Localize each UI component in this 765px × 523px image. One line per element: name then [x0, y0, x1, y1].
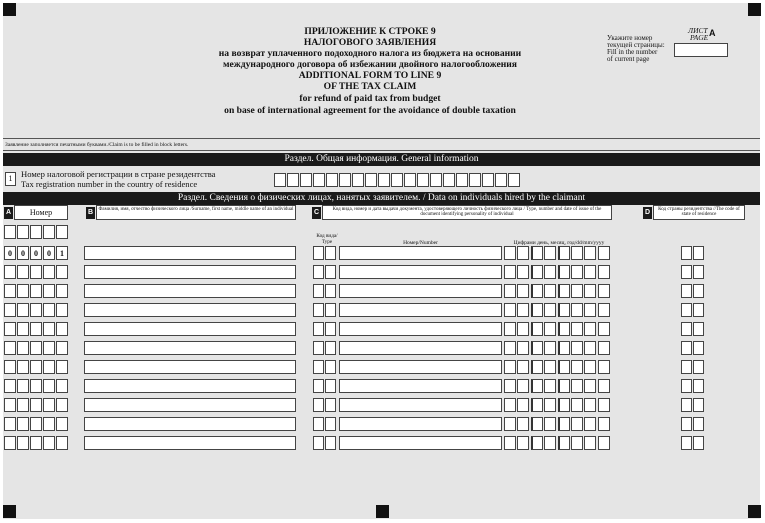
- doc-type-cell[interactable]: [313, 360, 324, 374]
- doc-date-cell[interactable]: [504, 436, 516, 450]
- page-prompt-line: текущей страницы:: [607, 41, 665, 49]
- name-input[interactable]: [84, 322, 296, 336]
- doc-date-cell[interactable]: [544, 379, 556, 393]
- tax-reg-digit-cell[interactable]: [352, 173, 364, 187]
- name-input[interactable]: [84, 436, 296, 450]
- number-digit-cell-filled[interactable]: 0: [17, 246, 29, 260]
- number-digit-cell[interactable]: [17, 265, 29, 279]
- tax-reg-digit-cell[interactable]: [378, 173, 390, 187]
- doc-date-cell[interactable]: [517, 284, 529, 298]
- doc-type-cell[interactable]: [313, 246, 324, 260]
- doc-date-cell[interactable]: [531, 436, 543, 450]
- country-code-cell[interactable]: [681, 417, 692, 431]
- doc-number-input[interactable]: [339, 341, 502, 355]
- number-digit-cell[interactable]: [4, 436, 16, 450]
- doc-date-cell[interactable]: [598, 303, 610, 317]
- doc-date-cell[interactable]: [558, 436, 570, 450]
- sheet-letter: A: [709, 28, 716, 38]
- number-digit-cell[interactable]: [30, 303, 42, 317]
- column-d-header: Код страны резидентства //The code of state of residence: [653, 205, 745, 220]
- sub-header-date: Цифрами день, месяц, год/dd/mm/yyyy: [513, 240, 605, 246]
- doc-date-cell[interactable]: [544, 284, 556, 298]
- page-prompt-line: Укажите номер: [607, 34, 653, 42]
- doc-type-cell[interactable]: [313, 379, 324, 393]
- doc-date-cell[interactable]: [517, 398, 529, 412]
- doc-date-cell[interactable]: [504, 246, 516, 260]
- doc-date-cell[interactable]: [531, 322, 543, 336]
- column-a-letter: A: [4, 207, 13, 219]
- doc-date-cell[interactable]: [584, 284, 596, 298]
- country-code-cell[interactable]: [681, 341, 692, 355]
- column-d-letter: D: [643, 207, 652, 219]
- doc-date-cell[interactable]: [598, 360, 610, 374]
- doc-date-cell[interactable]: [584, 322, 596, 336]
- country-code-cell[interactable]: [693, 360, 704, 374]
- number-digit-cell[interactable]: [56, 341, 68, 355]
- doc-type-cell[interactable]: [313, 341, 324, 355]
- number-digit-cell[interactable]: [4, 303, 16, 317]
- doc-date-cell[interactable]: [544, 322, 556, 336]
- doc-date-cell[interactable]: [598, 265, 610, 279]
- doc-date-cell[interactable]: [531, 246, 543, 260]
- title-line: ПРИЛОЖЕНИЕ К СТРОКЕ 9: [304, 26, 436, 37]
- tax-reg-digit-cell[interactable]: [300, 173, 312, 187]
- name-input[interactable]: [84, 265, 296, 279]
- number-digit-cell[interactable]: [56, 265, 68, 279]
- doc-date-cell[interactable]: [531, 303, 543, 317]
- country-code-cell[interactable]: [681, 246, 692, 260]
- doc-type-cell[interactable]: [325, 398, 336, 412]
- number-digit-cell[interactable]: [30, 379, 42, 393]
- number-digit-cell[interactable]: [56, 360, 68, 374]
- country-code-cell[interactable]: [693, 303, 704, 317]
- tax-reg-digit-cell[interactable]: [365, 173, 377, 187]
- country-code-cell[interactable]: [693, 341, 704, 355]
- name-input[interactable]: [84, 360, 296, 374]
- title-line: OF THE TAX CLAIM: [323, 81, 417, 92]
- doc-date-cell[interactable]: [504, 417, 516, 431]
- title-line: for refund of paid tax from budget: [299, 93, 441, 104]
- doc-date-cell[interactable]: [571, 379, 583, 393]
- doc-type-cell[interactable]: [313, 417, 324, 431]
- number-digit-cell[interactable]: [30, 360, 42, 374]
- number-digit-cell[interactable]: [43, 398, 55, 412]
- tax-reg-digit-cell[interactable]: [313, 173, 325, 187]
- country-code-cell[interactable]: [693, 246, 704, 260]
- doc-type-cell[interactable]: [325, 265, 336, 279]
- number-digit-cell[interactable]: [4, 398, 16, 412]
- country-code-cell[interactable]: [681, 322, 692, 336]
- doc-type-cell[interactable]: [325, 322, 336, 336]
- number-digit-cell-filled[interactable]: 0: [4, 246, 16, 260]
- doc-date-cell[interactable]: [571, 341, 583, 355]
- doc-date-cell[interactable]: [598, 379, 610, 393]
- doc-type-cell[interactable]: [313, 398, 324, 412]
- doc-date-cell[interactable]: [584, 246, 596, 260]
- corner-mark-bottom-right: [748, 505, 761, 518]
- doc-date-cell[interactable]: [571, 417, 583, 431]
- number-digit-cell[interactable]: [17, 341, 29, 355]
- doc-type-cell[interactable]: [325, 303, 336, 317]
- doc-number-input[interactable]: [339, 246, 502, 260]
- tax-reg-digit-cell[interactable]: [430, 173, 442, 187]
- doc-type-cell[interactable]: [313, 322, 324, 336]
- doc-date-cell[interactable]: [598, 246, 610, 260]
- doc-date-cell[interactable]: [584, 303, 596, 317]
- country-code-cell[interactable]: [681, 265, 692, 279]
- number-digit-cell[interactable]: [17, 360, 29, 374]
- corner-mark-top-left: [3, 3, 16, 16]
- doc-date-cell[interactable]: [558, 265, 570, 279]
- number-digit-cell[interactable]: [17, 417, 29, 431]
- doc-date-cell[interactable]: [558, 341, 570, 355]
- doc-number-input[interactable]: [339, 322, 502, 336]
- number-digit-cell[interactable]: [30, 436, 42, 450]
- doc-date-cell[interactable]: [584, 398, 596, 412]
- number-digit-cell[interactable]: [43, 360, 55, 374]
- number-digit-cell[interactable]: [4, 360, 16, 374]
- doc-number-input[interactable]: [339, 284, 502, 298]
- number-digit-cell[interactable]: [43, 417, 55, 431]
- country-code-cell[interactable]: [681, 379, 692, 393]
- number-digit-cell[interactable]: [56, 225, 68, 239]
- doc-date-cell[interactable]: [598, 436, 610, 450]
- name-input[interactable]: [84, 341, 296, 355]
- tax-reg-digit-cell[interactable]: [443, 173, 455, 187]
- doc-type-cell[interactable]: [325, 436, 336, 450]
- doc-date-cell[interactable]: [517, 436, 529, 450]
- tax-reg-digit-cell[interactable]: [404, 173, 416, 187]
- title-line: международного договора об избежании двойного налогообложения: [223, 59, 517, 70]
- page-number-input[interactable]: [674, 43, 728, 57]
- sub-header-number: Номер/Number: [403, 240, 438, 246]
- number-digit-cell[interactable]: [17, 284, 29, 298]
- country-code-cell[interactable]: [681, 398, 692, 412]
- doc-date-cell[interactable]: [558, 303, 570, 317]
- number-digit-cell[interactable]: [4, 379, 16, 393]
- doc-date-cell[interactable]: [517, 265, 529, 279]
- number-digit-cell[interactable]: [17, 303, 29, 317]
- doc-number-input[interactable]: [339, 265, 502, 279]
- doc-date-cell[interactable]: [571, 398, 583, 412]
- doc-date-cell[interactable]: [584, 436, 596, 450]
- doc-date-cell[interactable]: [504, 360, 516, 374]
- tax-reg-digit-cell[interactable]: [274, 173, 286, 187]
- number-digit-cell[interactable]: [56, 417, 68, 431]
- number-digit-cell[interactable]: [17, 398, 29, 412]
- doc-number-input[interactable]: [339, 379, 502, 393]
- number-digit-cell[interactable]: [30, 225, 42, 239]
- doc-type-cell[interactable]: [325, 246, 336, 260]
- column-b-letter: B: [86, 207, 95, 219]
- name-input[interactable]: [84, 417, 296, 431]
- divider-line: [3, 150, 760, 151]
- number-digit-cell[interactable]: [30, 398, 42, 412]
- title-line: on base of international agreement for the avoidance of double taxation: [224, 105, 516, 116]
- number-digit-cell[interactable]: [43, 341, 55, 355]
- country-code-cell[interactable]: [693, 379, 704, 393]
- instruction-text: Заявление заполняется печатными буквами./Claim is to be filled in block letters.: [5, 142, 189, 148]
- column-c-header: Код вида, номер и дата выдачи документа, удостоверяющего личность физического лица / Type, number and date of issue of the document identifying personality of individual: [322, 205, 612, 220]
- doc-type-cell[interactable]: [313, 265, 324, 279]
- doc-date-cell[interactable]: [544, 360, 556, 374]
- country-code-cell[interactable]: [681, 436, 692, 450]
- doc-date-cell[interactable]: [558, 246, 570, 260]
- sub-header-type: Код вида/ Type: [316, 233, 338, 245]
- column-c-letter: C: [312, 207, 321, 219]
- doc-date-cell[interactable]: [531, 398, 543, 412]
- doc-date-cell[interactable]: [571, 265, 583, 279]
- doc-type-cell[interactable]: [325, 360, 336, 374]
- number-digit-cell[interactable]: [43, 322, 55, 336]
- doc-number-input[interactable]: [339, 417, 502, 431]
- doc-type-cell[interactable]: [325, 341, 336, 355]
- number-digit-cell[interactable]: [4, 341, 16, 355]
- name-input[interactable]: [84, 379, 296, 393]
- country-code-cell[interactable]: [693, 417, 704, 431]
- number-digit-cell[interactable]: [17, 379, 29, 393]
- doc-date-cell[interactable]: [571, 360, 583, 374]
- doc-date-cell[interactable]: [531, 379, 543, 393]
- tax-reg-digit-cell[interactable]: [482, 173, 494, 187]
- country-code-cell[interactable]: [681, 284, 692, 298]
- doc-date-cell[interactable]: [598, 322, 610, 336]
- doc-date-cell[interactable]: [517, 341, 529, 355]
- persons-section-bar: Раздел. Сведения о физических лицах, нанятых заявителем. / Data on individuals hired by the claimant: [3, 192, 760, 205]
- number-digit-cell-filled[interactable]: 0: [43, 246, 55, 260]
- corner-mark-bottom-left: [3, 505, 16, 518]
- doc-date-cell[interactable]: [571, 436, 583, 450]
- doc-date-cell[interactable]: [531, 341, 543, 355]
- general-section-bar: Раздел. Общая информация. General information: [3, 153, 760, 166]
- doc-type-cell[interactable]: [325, 284, 336, 298]
- number-digit-cell[interactable]: [30, 417, 42, 431]
- sheet-label-en: PAGE: [690, 33, 709, 42]
- doc-type-cell[interactable]: [313, 436, 324, 450]
- number-digit-cell-filled[interactable]: 1: [56, 246, 68, 260]
- name-input[interactable]: [84, 284, 296, 298]
- doc-date-cell[interactable]: [558, 417, 570, 431]
- number-digit-cell[interactable]: [56, 303, 68, 317]
- tax-reg-digit-cell[interactable]: [417, 173, 429, 187]
- doc-date-cell[interactable]: [517, 303, 529, 317]
- number-digit-cell[interactable]: [56, 398, 68, 412]
- doc-date-cell[interactable]: [584, 379, 596, 393]
- tax-reg-digit-cell[interactable]: [456, 173, 468, 187]
- number-digit-cell[interactable]: [17, 322, 29, 336]
- doc-date-cell[interactable]: [504, 341, 516, 355]
- doc-date-cell[interactable]: [598, 341, 610, 355]
- doc-date-cell[interactable]: [584, 265, 596, 279]
- doc-date-cell[interactable]: [558, 398, 570, 412]
- doc-date-cell[interactable]: [504, 379, 516, 393]
- doc-date-cell[interactable]: [584, 360, 596, 374]
- number-digit-cell[interactable]: [56, 436, 68, 450]
- doc-date-cell[interactable]: [558, 379, 570, 393]
- column-a-header: Номер: [14, 205, 68, 220]
- tax-reg-digit-cell[interactable]: [495, 173, 507, 187]
- number-digit-cell[interactable]: [43, 436, 55, 450]
- doc-date-cell[interactable]: [558, 284, 570, 298]
- number-digit-cell[interactable]: [4, 322, 16, 336]
- doc-date-cell[interactable]: [544, 265, 556, 279]
- page-prompt-line: Fill in the number: [607, 48, 658, 56]
- doc-number-input[interactable]: [339, 360, 502, 374]
- name-input[interactable]: [84, 398, 296, 412]
- number-digit-cell[interactable]: [56, 284, 68, 298]
- title-line: НАЛОГОВОГО ЗАЯВЛЕНИЯ: [303, 37, 437, 48]
- doc-date-cell[interactable]: [598, 284, 610, 298]
- doc-type-cell[interactable]: [313, 303, 324, 317]
- doc-date-cell[interactable]: [544, 398, 556, 412]
- doc-date-cell[interactable]: [531, 284, 543, 298]
- corner-mark-bottom-center: [376, 505, 389, 518]
- country-code-cell[interactable]: [693, 436, 704, 450]
- doc-date-cell[interactable]: [544, 436, 556, 450]
- doc-date-cell[interactable]: [531, 360, 543, 374]
- doc-date-cell[interactable]: [517, 360, 529, 374]
- doc-date-cell[interactable]: [598, 417, 610, 431]
- country-code-cell[interactable]: [693, 284, 704, 298]
- number-digit-cell[interactable]: [43, 284, 55, 298]
- number-digit-cell[interactable]: [43, 303, 55, 317]
- number-digit-cell[interactable]: [4, 265, 16, 279]
- tax-reg-label-en: Tax registration number in the country of residence: [21, 179, 198, 189]
- number-digit-cell[interactable]: [30, 322, 42, 336]
- doc-date-cell[interactable]: [584, 341, 596, 355]
- doc-type-cell[interactable]: [313, 284, 324, 298]
- doc-type-cell[interactable]: [325, 379, 336, 393]
- doc-date-cell[interactable]: [558, 360, 570, 374]
- country-code-cell[interactable]: [693, 398, 704, 412]
- doc-date-cell[interactable]: [531, 417, 543, 431]
- doc-date-cell[interactable]: [544, 417, 556, 431]
- country-code-cell[interactable]: [681, 360, 692, 374]
- doc-date-cell[interactable]: [571, 284, 583, 298]
- country-code-cell[interactable]: [693, 265, 704, 279]
- doc-date-cell[interactable]: [544, 303, 556, 317]
- doc-date-cell[interactable]: [544, 246, 556, 260]
- doc-date-cell[interactable]: [517, 379, 529, 393]
- tax-reg-digit-cell[interactable]: [339, 173, 351, 187]
- doc-date-cell[interactable]: [571, 246, 583, 260]
- divider-line: [3, 138, 760, 139]
- doc-date-cell[interactable]: [598, 398, 610, 412]
- doc-number-input[interactable]: [339, 436, 502, 450]
- tax-reg-label-ru: Номер налоговой регистрации в стране резидентства: [21, 169, 216, 179]
- doc-date-cell[interactable]: [517, 322, 529, 336]
- column-b-header: Фамилия, имя, отчество физического лица /Surname, first name, middle name of an individual: [96, 205, 296, 220]
- doc-date-cell[interactable]: [504, 322, 516, 336]
- number-digit-cell[interactable]: [17, 436, 29, 450]
- number-digit-cell[interactable]: [43, 225, 55, 239]
- title-line: на возврат уплаченного подоходного налога из бюджета на основании: [218, 48, 522, 59]
- name-input[interactable]: [84, 303, 296, 317]
- doc-number-input[interactable]: [339, 398, 502, 412]
- tax-reg-digit-cell[interactable]: [326, 173, 338, 187]
- number-digit-cell[interactable]: [4, 417, 16, 431]
- doc-date-cell[interactable]: [584, 417, 596, 431]
- number-digit-cell[interactable]: [43, 265, 55, 279]
- number-digit-cell-filled[interactable]: 0: [30, 246, 42, 260]
- number-digit-cell[interactable]: [30, 284, 42, 298]
- doc-date-cell[interactable]: [531, 265, 543, 279]
- doc-date-cell[interactable]: [504, 303, 516, 317]
- tax-reg-digit-cell[interactable]: [391, 173, 403, 187]
- doc-date-cell[interactable]: [544, 341, 556, 355]
- tax-reg-digit-cell[interactable]: [508, 173, 520, 187]
- country-code-cell[interactable]: [693, 322, 704, 336]
- doc-date-cell[interactable]: [571, 303, 583, 317]
- number-digit-cell[interactable]: [56, 322, 68, 336]
- country-code-cell[interactable]: [681, 303, 692, 317]
- title-line: ADDITIONAL FORM TO LINE 9: [298, 70, 442, 81]
- corner-mark-top-right: [748, 3, 761, 16]
- doc-type-cell[interactable]: [325, 417, 336, 431]
- number-digit-cell[interactable]: [17, 225, 29, 239]
- page-prompt-line: of current page: [607, 55, 650, 63]
- doc-date-cell[interactable]: [558, 322, 570, 336]
- doc-date-cell[interactable]: [517, 246, 529, 260]
- number-digit-cell[interactable]: [30, 341, 42, 355]
- number-digit-cell[interactable]: [43, 379, 55, 393]
- tax-reg-digit-cell[interactable]: [469, 173, 481, 187]
- name-input[interactable]: [84, 246, 296, 260]
- field-number-badge: 1: [5, 172, 16, 186]
- number-digit-cell[interactable]: [4, 284, 16, 298]
- doc-date-cell[interactable]: [504, 398, 516, 412]
- doc-date-cell[interactable]: [504, 284, 516, 298]
- number-digit-cell[interactable]: [30, 265, 42, 279]
- sheet-label-ru: ЛИСТ: [688, 26, 708, 35]
- doc-date-cell[interactable]: [504, 265, 516, 279]
- tax-reg-digit-cell[interactable]: [287, 173, 299, 187]
- number-digit-cell[interactable]: [4, 225, 16, 239]
- doc-date-cell[interactable]: [517, 417, 529, 431]
- number-digit-cell[interactable]: [56, 379, 68, 393]
- doc-date-cell[interactable]: [571, 322, 583, 336]
- doc-number-input[interactable]: [339, 303, 502, 317]
